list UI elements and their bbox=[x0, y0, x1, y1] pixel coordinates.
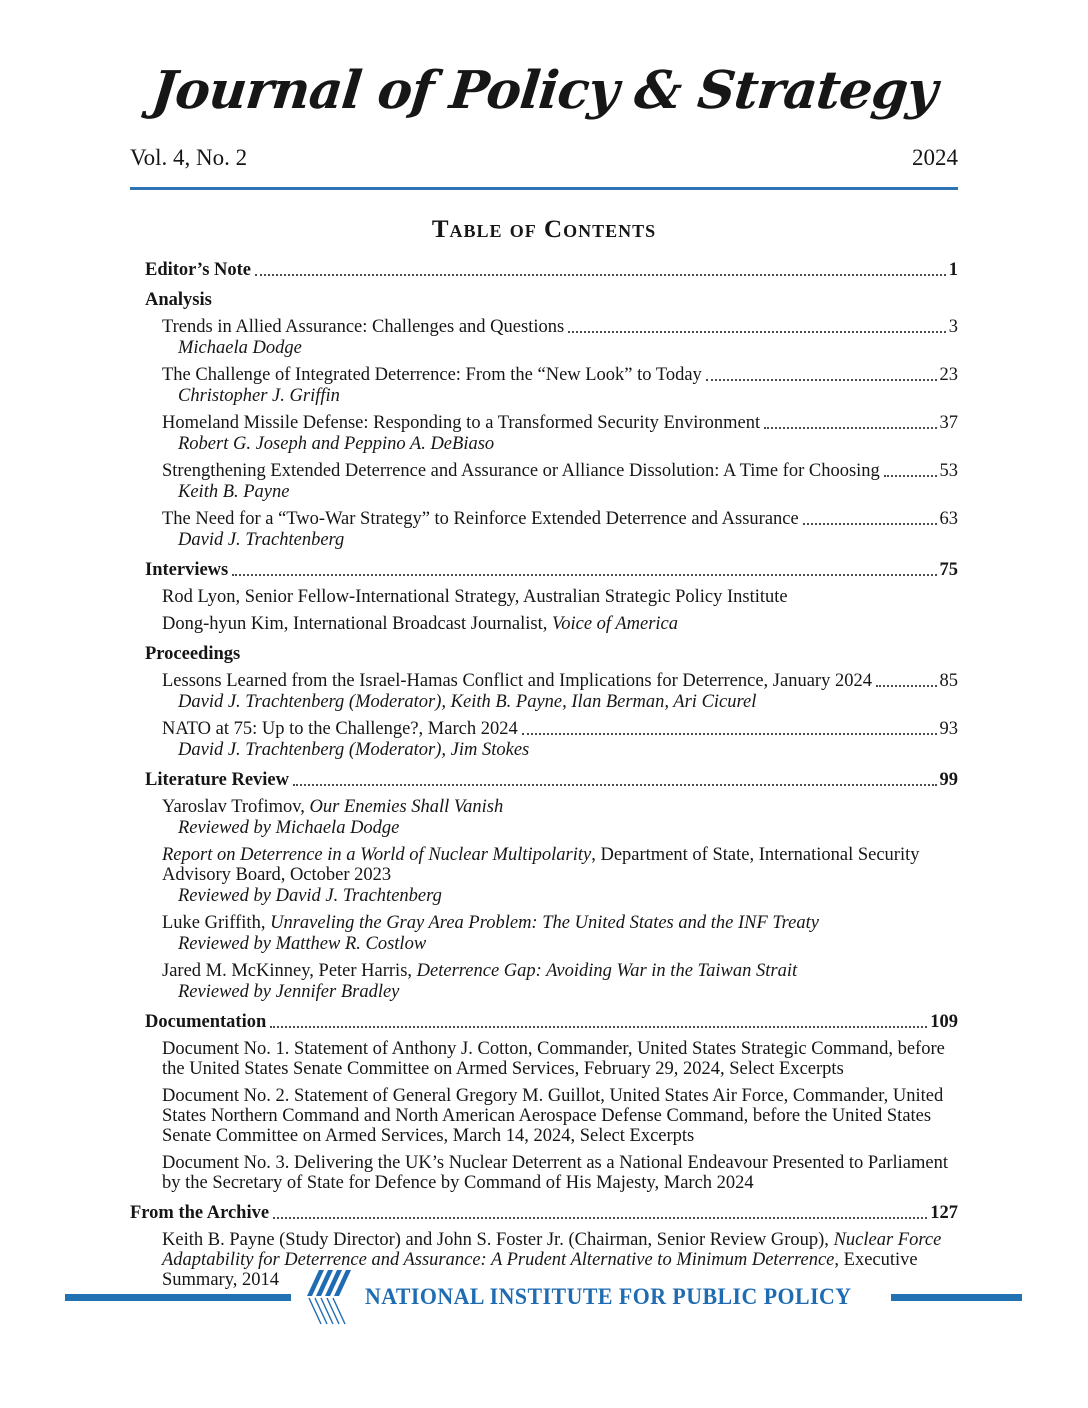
page-number: 85 bbox=[939, 671, 958, 691]
entry-title: Keith B. Payne (Study Director) and John S. Foster Jr. (Chairman, Senior Review Group), Nuclear Force Adaptability for Deterrence and Assurance: A Prudent Alternative to Minimum Deterrence, Executive Summary, 2014 bbox=[162, 1230, 942, 1290]
page-number: 37 bbox=[939, 413, 958, 433]
toc-entry-row bbox=[130, 961, 958, 981]
page-number: 53 bbox=[939, 461, 958, 481]
entry-authors: Reviewed by Michaela Dodge bbox=[178, 818, 400, 838]
toc-entry-row bbox=[130, 671, 958, 691]
entry-authors: David J. Trachtenberg (Moderator), Keith B. Payne, Ilan Berman, Ari Cicurel bbox=[178, 692, 757, 712]
entry-authors: Robert G. Joseph and Peppino A. DeBiaso bbox=[178, 434, 495, 454]
entry-authors: David J. Trachtenberg (Moderator), Jim Stokes bbox=[178, 740, 530, 760]
toc-entry-row bbox=[130, 509, 958, 529]
dot-leader bbox=[764, 427, 936, 429]
footer-right-bar bbox=[891, 1294, 1022, 1301]
toc-entry-row bbox=[130, 461, 958, 481]
entry-title: The Need for a “Two-War Strategy” to Reinforce Extended Deterrence and Assurance bbox=[162, 509, 799, 529]
toc-entry-row bbox=[130, 614, 958, 634]
entry-title: Report on Deterrence in a World of Nuclear Multipolarity, Department of State, International Security Advisory Board, October 2023 bbox=[162, 845, 920, 885]
toc-section-row bbox=[130, 1203, 958, 1223]
toc-entry-row bbox=[130, 719, 958, 739]
toc-section-row bbox=[130, 644, 958, 664]
org-name: NATIONAL INSTITUTE FOR PUBLIC POLICY bbox=[365, 1284, 852, 1309]
section-label: Literature Review bbox=[145, 770, 290, 790]
page-number: 127 bbox=[930, 1203, 958, 1223]
section-label: From the Archive bbox=[130, 1203, 270, 1223]
toc-entry-row bbox=[130, 1086, 958, 1146]
page-number: 93 bbox=[939, 719, 958, 739]
entry-title: Rod Lyon, Senior Fellow-International Strategy, Australian Strategic Policy Institute bbox=[162, 587, 788, 607]
entry-title: Document No. 1. Statement of Anthony J. Cotton, Commander, United States Strategic Command, before the United States Senate Committee on Armed Services, February 29, 2024, Select Excerpts bbox=[162, 1039, 945, 1079]
dot-leader bbox=[270, 1026, 927, 1028]
nipp-logo-icon bbox=[303, 1268, 357, 1326]
toc-section-row bbox=[130, 290, 958, 310]
toc-section-row bbox=[130, 260, 958, 280]
toc-heading: Table of Contents bbox=[431, 216, 657, 243]
entry-authors: Keith B. Payne bbox=[178, 482, 290, 502]
entry-title: Document No. 3. Delivering the UK’s Nuclear Deterrent as a National Endeavour Presented to Parliament by the Secretary of State for Defence by Command of His Majesty, March 2024 bbox=[162, 1153, 948, 1193]
page-number: 23 bbox=[939, 365, 958, 385]
toc-entry-row bbox=[130, 1039, 958, 1079]
entry-title: Trends in Allied Assurance: Challenges and Questions bbox=[162, 317, 565, 337]
page-number: 63 bbox=[939, 509, 958, 529]
entry-authors: David J. Trachtenberg bbox=[178, 530, 345, 550]
dot-leader bbox=[273, 1217, 927, 1219]
dot-leader bbox=[522, 733, 937, 735]
entry-title: Dong-hyun Kim, International Broadcast Journalist, Voice of America bbox=[162, 614, 679, 634]
toc-entry-row bbox=[130, 413, 958, 433]
footer-left-bar bbox=[65, 1294, 291, 1301]
toc-entry-row bbox=[130, 797, 958, 817]
toc-entry-row bbox=[130, 913, 958, 933]
volume-label: Vol. 4, No. 2 bbox=[130, 145, 248, 170]
toc-section-row bbox=[130, 770, 958, 790]
toc-entry-row bbox=[130, 587, 958, 607]
section-label: Analysis bbox=[145, 290, 212, 310]
journal-title: Journal of Policy & Strategy bbox=[148, 60, 940, 121]
toc-section-row bbox=[130, 560, 958, 580]
entry-title: Homeland Missile Defense: Responding to a Transformed Security Environment bbox=[162, 413, 761, 433]
toc-entry-row bbox=[130, 317, 958, 337]
toc-entry-row bbox=[130, 365, 958, 385]
page-number: 3 bbox=[948, 317, 958, 337]
page-number: 99 bbox=[939, 770, 958, 790]
entry-authors: Reviewed by Matthew R. Costlow bbox=[178, 934, 427, 954]
section-label: Editor’s Note bbox=[145, 260, 252, 280]
header-rule bbox=[130, 187, 958, 190]
entry-authors: Reviewed by Jennifer Bradley bbox=[178, 982, 400, 1002]
entry-authors: Christopher J. Griffin bbox=[178, 386, 340, 406]
page-number: 109 bbox=[930, 1012, 958, 1032]
section-label: Proceedings bbox=[145, 644, 241, 664]
dot-leader bbox=[706, 379, 937, 381]
page-number: 75 bbox=[939, 560, 958, 580]
year-label: 2024 bbox=[912, 145, 958, 170]
entry-authors: Reviewed by David J. Trachtenberg bbox=[178, 886, 442, 906]
entry-authors: Michaela Dodge bbox=[178, 338, 302, 358]
page-number: 1 bbox=[948, 260, 958, 280]
toc-section-row bbox=[130, 1012, 958, 1032]
section-label: Documentation bbox=[145, 1012, 267, 1032]
footer bbox=[65, 1268, 1022, 1326]
dot-leader bbox=[876, 685, 937, 687]
dot-leader bbox=[255, 274, 946, 276]
entry-title: NATO at 75: Up to the Challenge?, March 2024 bbox=[162, 719, 518, 739]
toc-entry-row bbox=[130, 1153, 958, 1193]
entry-title: Yaroslav Trofimov, Our Enemies Shall Vanish bbox=[162, 797, 504, 817]
entry-title: Document No. 2. Statement of General Gregory M. Guillot, United States Air Force, Commander, United States Northern Command and North American Aerospace Defense Command, before the United States Senate Committee on Armed Services, March 14, 2024, Select Excerpts bbox=[162, 1086, 944, 1146]
toc-list bbox=[130, 260, 958, 1290]
volume-year-row bbox=[130, 145, 958, 171]
dot-leader bbox=[293, 784, 936, 786]
entry-title: The Challenge of Integrated Deterrence: From the “New Look” to Today bbox=[162, 365, 702, 385]
dot-leader bbox=[884, 475, 937, 477]
masthead bbox=[130, 0, 958, 190]
toc-entry-row bbox=[130, 845, 958, 885]
entry-title: Jared M. McKinney, Peter Harris, Deterrence Gap: Avoiding War in the Taiwan Strait bbox=[162, 961, 798, 981]
entry-title: Lessons Learned from the Israel-Hamas Conflict and Implications for Deterrence, January 2024 bbox=[162, 671, 872, 691]
dot-leader bbox=[232, 574, 936, 576]
entry-title: Luke Griffith, Unraveling the Gray Area Problem: The United States and the INF Treaty bbox=[162, 913, 819, 933]
dot-leader bbox=[568, 331, 946, 333]
section-label: Interviews bbox=[145, 560, 229, 580]
entry-title: Strengthening Extended Deterrence and Assurance or Alliance Dissolution: A Time for Choosing bbox=[162, 461, 880, 481]
dot-leader bbox=[803, 523, 937, 525]
